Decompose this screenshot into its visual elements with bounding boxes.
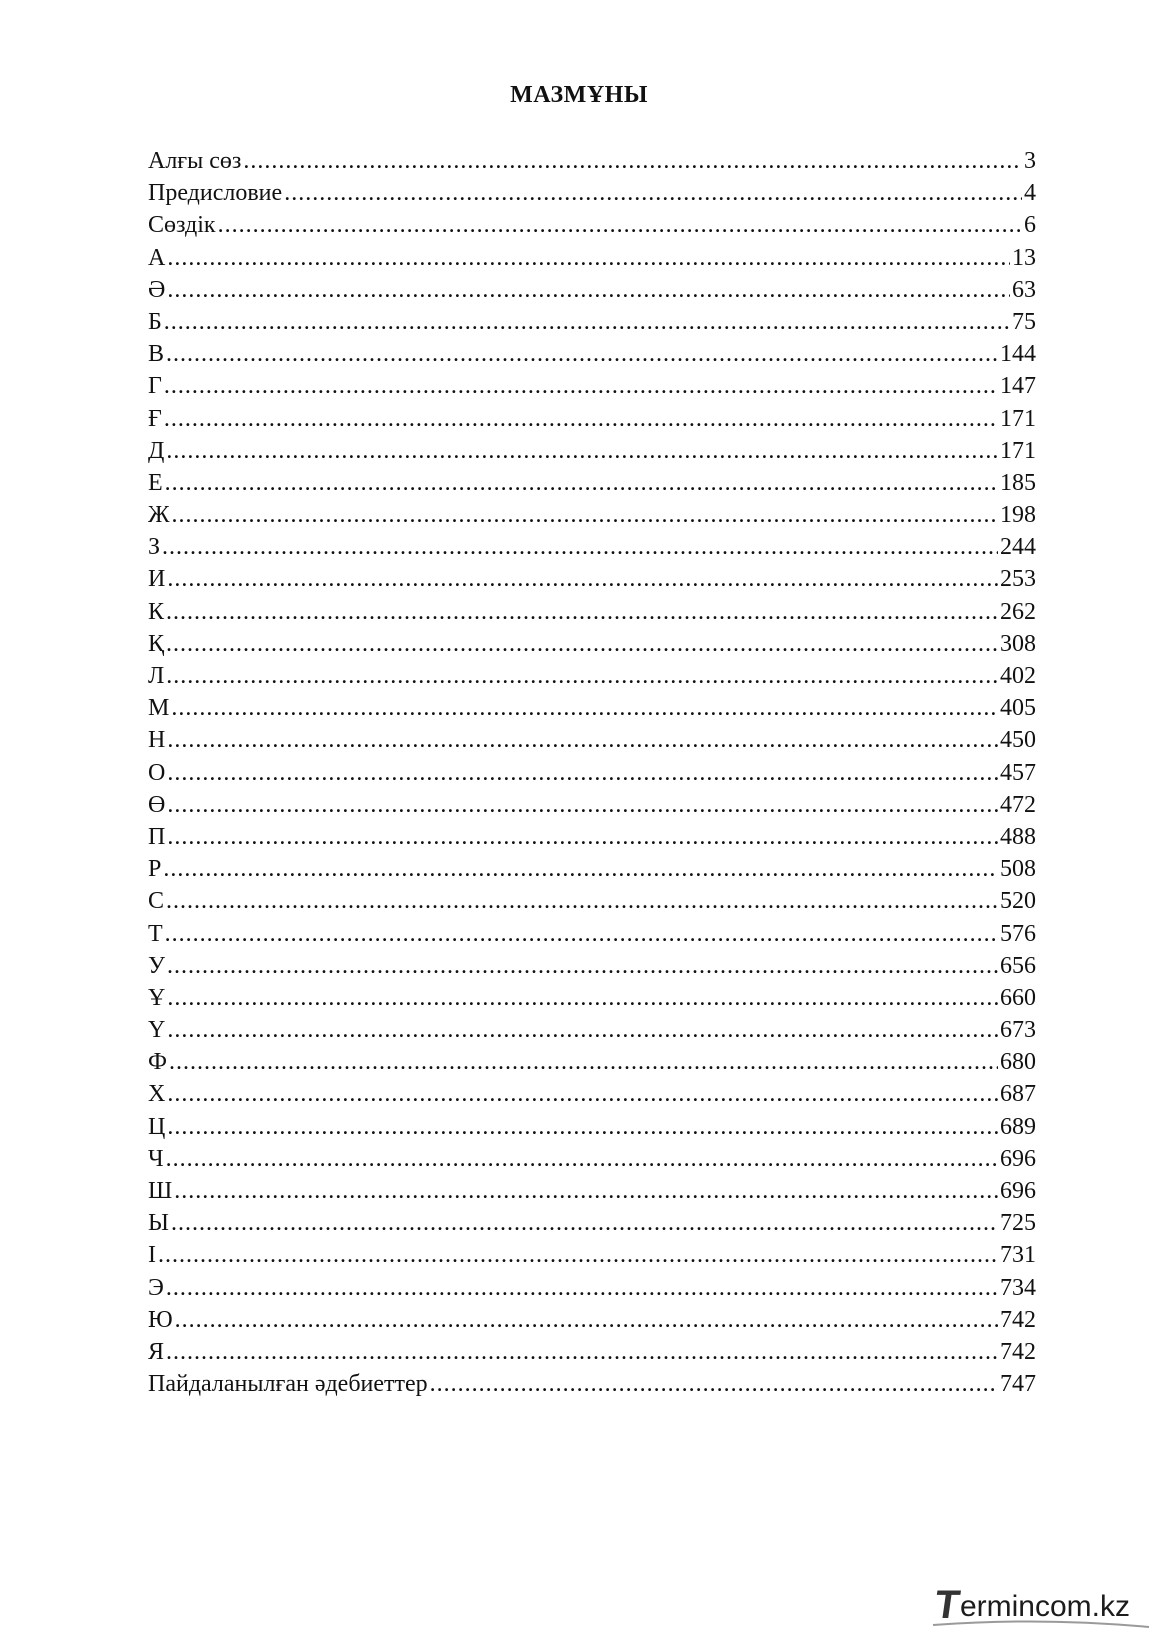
- toc-entry[interactable]: [148, 1336, 1036, 1368]
- toc-entry[interactable]: [148, 885, 1036, 917]
- toc-dot-leader: [243, 145, 1022, 177]
- toc-entry[interactable]: [148, 821, 1036, 853]
- toc-entry[interactable]: [148, 1272, 1036, 1304]
- toc-entry-page-number: 457: [1000, 759, 1036, 786]
- toc-entry[interactable]: [148, 660, 1036, 692]
- toc-entry-label: Ү: [148, 1017, 166, 1044]
- toc-dot-leader: [166, 338, 998, 370]
- toc-entry-page-number: 508: [1000, 856, 1036, 883]
- toc-dot-leader: [167, 1014, 998, 1046]
- toc-entry[interactable]: [148, 209, 1036, 241]
- toc-entry[interactable]: [148, 1046, 1036, 1078]
- toc-dot-leader: [166, 435, 998, 467]
- toc-dot-leader: [167, 724, 998, 756]
- toc-entry-label: Ө: [148, 791, 166, 818]
- toc-entry-page-number: 747: [1000, 1371, 1036, 1398]
- toc-entry-label: Сөздік: [148, 212, 216, 239]
- toc-entry-page-number: 147: [1000, 373, 1036, 400]
- toc-entry-page-number: 696: [1000, 1145, 1036, 1172]
- toc-entry-label: М: [148, 695, 170, 722]
- toc-entry[interactable]: [148, 499, 1036, 531]
- toc-entry[interactable]: [148, 467, 1036, 499]
- toc-entry[interactable]: [148, 274, 1036, 306]
- toc-entry[interactable]: [148, 435, 1036, 467]
- toc-entry-label: Л: [148, 663, 165, 689]
- toc-entry-page-number: 734: [1000, 1274, 1036, 1301]
- toc-entry[interactable]: [148, 692, 1036, 724]
- toc-entry[interactable]: [148, 724, 1036, 756]
- toc-dot-leader: [164, 370, 998, 402]
- toc-entry[interactable]: [148, 1304, 1036, 1336]
- toc-entry-label: У: [148, 952, 165, 979]
- toc-entry-page-number: 144: [1000, 341, 1036, 368]
- toc-entry-label: В: [148, 341, 165, 368]
- toc-dot-leader: [175, 1304, 998, 1336]
- toc-entry-label: Ц: [148, 1113, 166, 1140]
- toc-entry-page-number: 63: [1012, 276, 1036, 303]
- toc-dot-leader: [174, 1175, 998, 1207]
- toc-entry-page-number: 725: [1000, 1210, 1036, 1237]
- toc-dot-leader: [166, 1336, 998, 1368]
- toc-dot-leader: [171, 1207, 998, 1239]
- toc-dot-leader: [167, 950, 998, 982]
- toc-entry[interactable]: [148, 177, 1036, 209]
- toc-entry-label: Ә: [148, 276, 166, 303]
- toc-entry-page-number: 488: [1000, 823, 1036, 850]
- toc-entry[interactable]: [148, 403, 1036, 435]
- toc-entry-page-number: 171: [1000, 405, 1036, 432]
- toc-entry-label: Г: [148, 373, 162, 400]
- toc-entry-label: Ы: [148, 1210, 169, 1237]
- logo-text: ermincom.kz: [959, 1590, 1130, 1623]
- toc-dot-leader: [167, 1111, 998, 1143]
- toc-entry-page-number: 660: [1000, 984, 1036, 1011]
- toc-entry-label: Я: [148, 1338, 165, 1365]
- toc-entry[interactable]: [148, 242, 1036, 274]
- table-of-contents: [148, 145, 1036, 1400]
- toc-entry[interactable]: [148, 1239, 1036, 1271]
- toc-entry[interactable]: [148, 1207, 1036, 1239]
- toc-dot-leader: [166, 1272, 998, 1304]
- toc-entry[interactable]: [148, 1014, 1036, 1046]
- toc-entry-page-number: 185: [1000, 469, 1036, 496]
- toc-dot-leader: [171, 692, 998, 724]
- toc-entry-label: Ұ: [148, 984, 166, 1011]
- logo-initial: T: [931, 1583, 963, 1627]
- toc-entry-label: И: [148, 566, 166, 593]
- toc-entry[interactable]: [148, 370, 1036, 402]
- toc-entry[interactable]: [148, 757, 1036, 789]
- toc-entry-page-number: 576: [1000, 920, 1036, 947]
- logo-swoosh-icon: [931, 1615, 1151, 1629]
- toc-entry-page-number: 450: [1000, 727, 1036, 754]
- toc-entry-label: Б: [148, 308, 162, 335]
- toc-entry-page-number: 731: [1000, 1242, 1036, 1269]
- toc-entry-page-number: 198: [1000, 502, 1036, 529]
- toc-entry-page-number: 308: [1000, 630, 1036, 657]
- toc-dot-leader: [172, 499, 998, 531]
- toc-entry[interactable]: [148, 918, 1036, 950]
- toc-entry-page-number: 742: [1000, 1338, 1036, 1365]
- toc-entry[interactable]: [148, 338, 1036, 370]
- toc-entry-label: Ч: [148, 1145, 164, 1172]
- toc-entry-label: Н: [148, 727, 166, 754]
- toc-entry-label: І: [148, 1242, 156, 1269]
- toc-dot-leader: [169, 1046, 998, 1078]
- toc-entry-label: Р: [148, 856, 162, 883]
- toc-entry-page-number: 520: [1000, 888, 1036, 915]
- toc-entry-page-number: 742: [1000, 1306, 1036, 1333]
- toc-entry-label: Пайдаланылған әдебиеттер: [148, 1371, 428, 1398]
- toc-entry-page-number: 689: [1000, 1113, 1036, 1140]
- toc-entry-page-number: 253: [1000, 566, 1036, 593]
- toc-dot-leader: [164, 403, 998, 435]
- toc-entry[interactable]: [148, 628, 1036, 660]
- toc-entry-page-number: 4: [1024, 180, 1036, 207]
- toc-entry-label: Д: [148, 437, 165, 464]
- toc-dot-leader: [166, 596, 998, 628]
- toc-entry-label: Э: [148, 1274, 164, 1301]
- toc-entry-label: С: [148, 888, 165, 915]
- toc-entry-page-number: 405: [1000, 695, 1036, 722]
- toc-entry-label: Предисловие: [148, 180, 283, 207]
- toc-entry-label: Ю: [148, 1306, 173, 1333]
- toc-entry-label: О: [148, 759, 166, 786]
- toc-entry[interactable]: [148, 1368, 1036, 1400]
- toc-entry-page-number: 696: [1000, 1178, 1036, 1204]
- toc-entry-page-number: 402: [1000, 663, 1036, 689]
- toc-entry-page-number: 3: [1024, 148, 1036, 174]
- toc-dot-leader: [158, 1239, 998, 1271]
- toc-entry-label: Ш: [148, 1178, 173, 1204]
- toc-entry-label: К: [148, 598, 165, 625]
- toc-dot-leader: [167, 563, 998, 595]
- toc-entry-page-number: 13: [1012, 244, 1036, 271]
- toc-dot-leader: [167, 821, 998, 853]
- toc-dot-leader: [167, 274, 1010, 306]
- toc-entry[interactable]: [148, 1111, 1036, 1143]
- toc-entry-label: Ф: [148, 1049, 167, 1076]
- toc-dot-leader: [165, 918, 998, 950]
- toc-entry-label: Ғ: [148, 405, 162, 432]
- toc-entry[interactable]: [148, 1175, 1036, 1207]
- toc-entry[interactable]: [148, 306, 1036, 338]
- toc-entry-label: Алғы сөз: [148, 148, 242, 174]
- toc-entry-page-number: 244: [1000, 534, 1036, 561]
- toc-entry-page-number: 656: [1000, 952, 1036, 979]
- toc-dot-leader: [218, 209, 1022, 241]
- toc-dot-leader: [164, 306, 1010, 338]
- toc-entry[interactable]: [148, 563, 1036, 595]
- toc-entry[interactable]: [148, 950, 1036, 982]
- toc-entry-page-number: 262: [1000, 598, 1036, 625]
- toc-dot-leader: [167, 1078, 998, 1110]
- toc-entry[interactable]: [148, 145, 1036, 177]
- toc-entry-page-number: 687: [1000, 1081, 1036, 1108]
- toc-entry-label: Х: [148, 1081, 166, 1108]
- page-title: МАЗМҰНЫ: [510, 82, 648, 108]
- toc-entry[interactable]: [148, 1078, 1036, 1110]
- toc-entry-label: Е: [148, 469, 163, 496]
- toc-entry-label: П: [148, 823, 166, 850]
- toc-entry-label: Ж: [148, 502, 170, 529]
- toc-dot-leader: [166, 885, 998, 917]
- toc-entry[interactable]: [148, 982, 1036, 1014]
- toc-dot-leader: [167, 757, 998, 789]
- toc-entry[interactable]: [148, 789, 1036, 821]
- toc-entry-label: А: [148, 244, 166, 271]
- toc-entry-label: Т: [148, 920, 163, 947]
- toc-dot-leader: [166, 628, 998, 660]
- toc-dot-leader: [165, 467, 998, 499]
- toc-dot-leader: [284, 177, 1022, 209]
- toc-dot-leader: [163, 853, 998, 885]
- toc-dot-leader: [167, 982, 998, 1014]
- toc-entry-label: З: [148, 534, 161, 561]
- toc-entry-page-number: 6: [1024, 212, 1036, 239]
- toc-entry[interactable]: [148, 531, 1036, 563]
- toc-dot-leader: [166, 1143, 998, 1175]
- toc-entry[interactable]: [148, 596, 1036, 628]
- toc-entry-label: Қ: [148, 630, 165, 657]
- termincom-logo: [931, 1583, 1130, 1627]
- toc-entry-page-number: 673: [1000, 1017, 1036, 1044]
- toc-dot-leader: [162, 531, 998, 563]
- toc-dot-leader: [167, 789, 998, 821]
- toc-entry-page-number: 680: [1000, 1049, 1036, 1076]
- toc-dot-leader: [167, 242, 1010, 274]
- toc-dot-leader: [166, 660, 998, 692]
- toc-entry-page-number: 75: [1012, 308, 1036, 335]
- toc-entry-page-number: 171: [1000, 437, 1036, 464]
- toc-entry[interactable]: [148, 853, 1036, 885]
- toc-entry-page-number: 472: [1000, 791, 1036, 818]
- toc-entry[interactable]: [148, 1143, 1036, 1175]
- toc-dot-leader: [430, 1368, 998, 1400]
